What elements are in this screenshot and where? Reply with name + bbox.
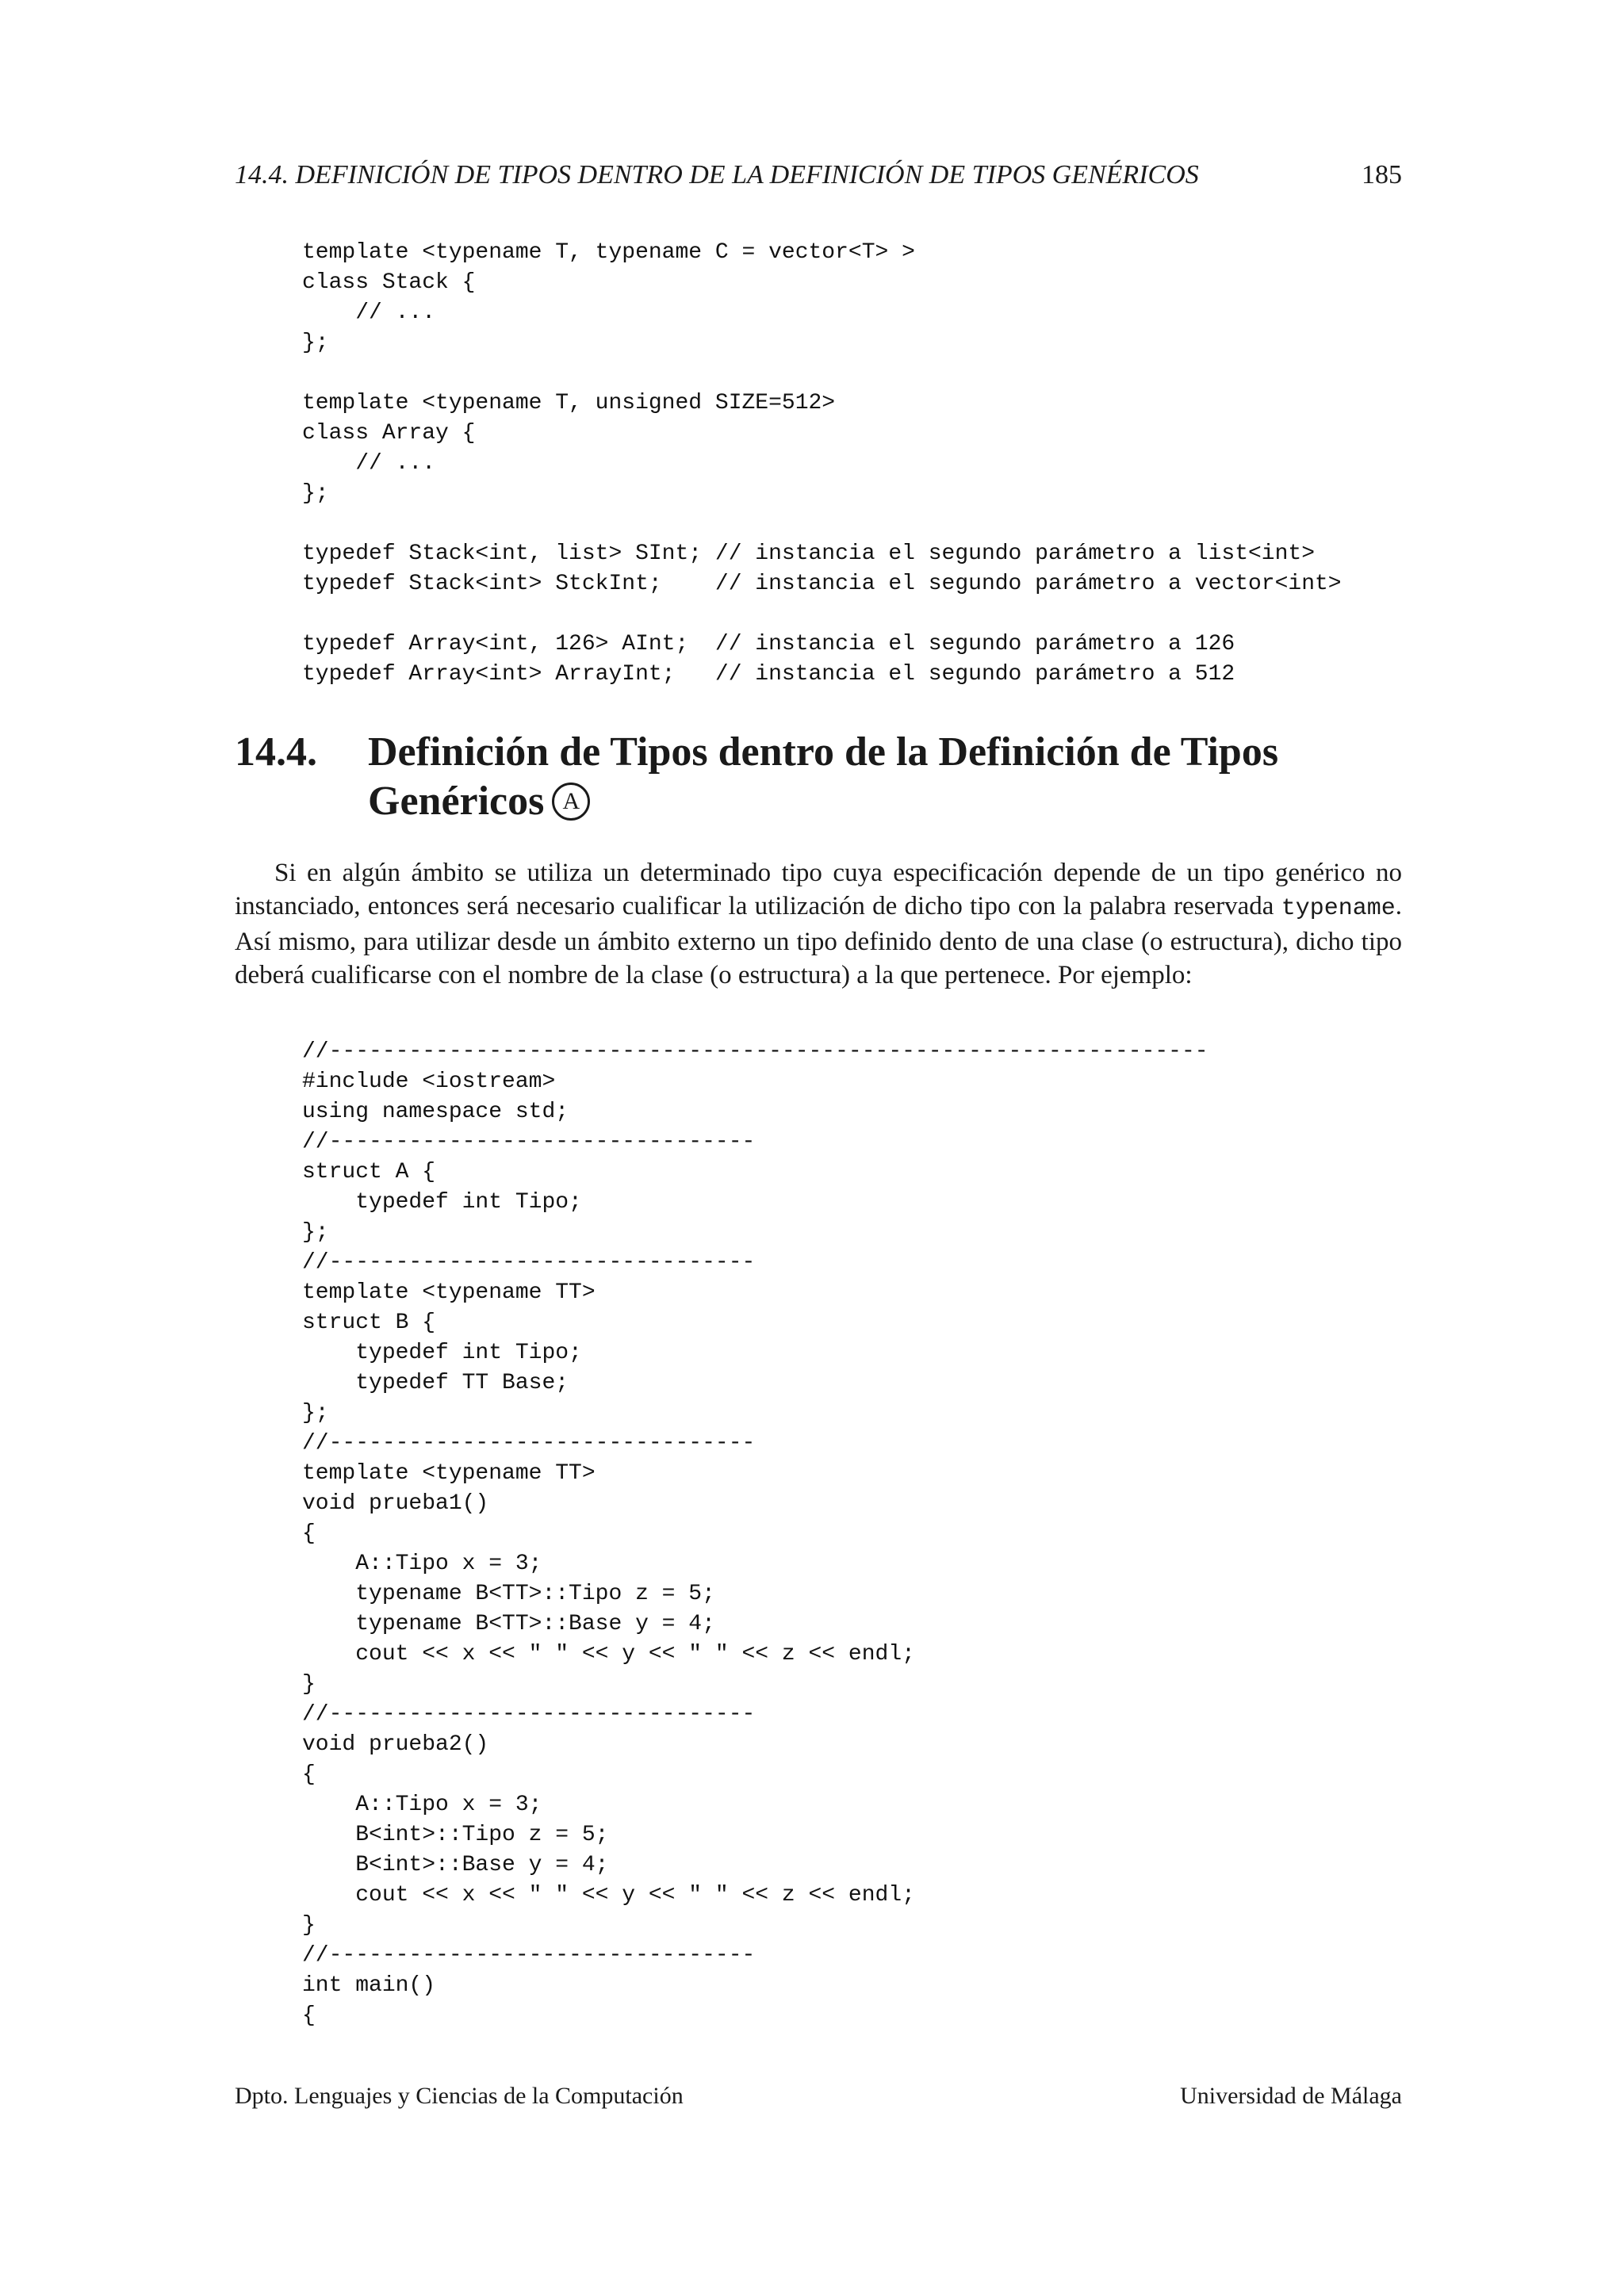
typename-keyword: typename [1281, 895, 1396, 922]
section-title-line2: Genéricos [368, 779, 545, 824]
paragraph-part2: . Así mismo, para utilizar desde un ámbito externo un tipo definido dento de una clase (o estructura), dicho tipo deberá cualificarse con el nombre de la clase (o estructura) a la que pertenece. Por ejemplo: [235, 892, 1402, 989]
code-block-typename-example: //------------------------------------------------------------------ #include <iostream> using namespace std; //-------------------------------- struct A { typedef int Tipo; }; //-------------------------------- template <typename TT> struct B { typedef int Tipo; typedef TT Base; }; //-------------------------------- template <typename TT> void prueba1() { A::Tipo x = 3; typename B<TT>::Tipo z = 5; typename B<TT>::Base y = 4; cout << x << " " << y << " " << z << endl; } //-------------------------------- void prueba2() { A::Tipo x = 3; B<int>::Tipo z = 5; B<int>::Base y = 4; cout << x << " " << y << " " << z << endl; } //-------------------------------- int main() { [302, 1039, 1208, 2028]
body-paragraph [235, 856, 1402, 992]
running-header [235, 155, 1402, 195]
section-title [368, 728, 1402, 826]
advanced-topic-icon: A [552, 783, 590, 821]
page-number: 185 [1362, 160, 1402, 189]
footer-department: Dpto. Lenguajes y Ciencias de la Computación [235, 2083, 684, 2109]
code-block-typedef-examples: template <typename T, typename C = vector<T> > class Stack { // ... }; template <typename T, unsigned SIZE=512> class Array { // ... }; typedef Stack<int, list> SInt; // instancia el segundo parámetro a list<int> typedef Stack<int> StckInt; // instancia el segundo parámetro a vector<int> typedef Array<int, 126> AInt; // instancia el segundo parámetro a 126 typedef Array<int> ArrayInt; // instancia el segundo parámetro a 512 [302, 240, 1342, 687]
section-title-line2-wrapper [368, 777, 1402, 826]
running-header-title: 14.4. DEFINICIÓN DE TIPOS DENTRO DE LA DEFINICIÓN DE TIPOS GENÉRICOS [235, 160, 1199, 189]
paragraph-part1: Si en algún ámbito se utiliza un determinado tipo cuya especificación depende de un tipo genérico no instanciado, entonces será necesario cualificar la utilización de dicho tipo con la palabra reservada [235, 859, 1402, 920]
footer-university: Universidad de Málaga [1180, 2083, 1402, 2109]
page-footer [235, 2079, 1402, 2114]
section-number: 14.4. [235, 729, 317, 775]
section-title-line1: Definición de Tipos dentro de la Definición de Tipos [368, 729, 1279, 775]
